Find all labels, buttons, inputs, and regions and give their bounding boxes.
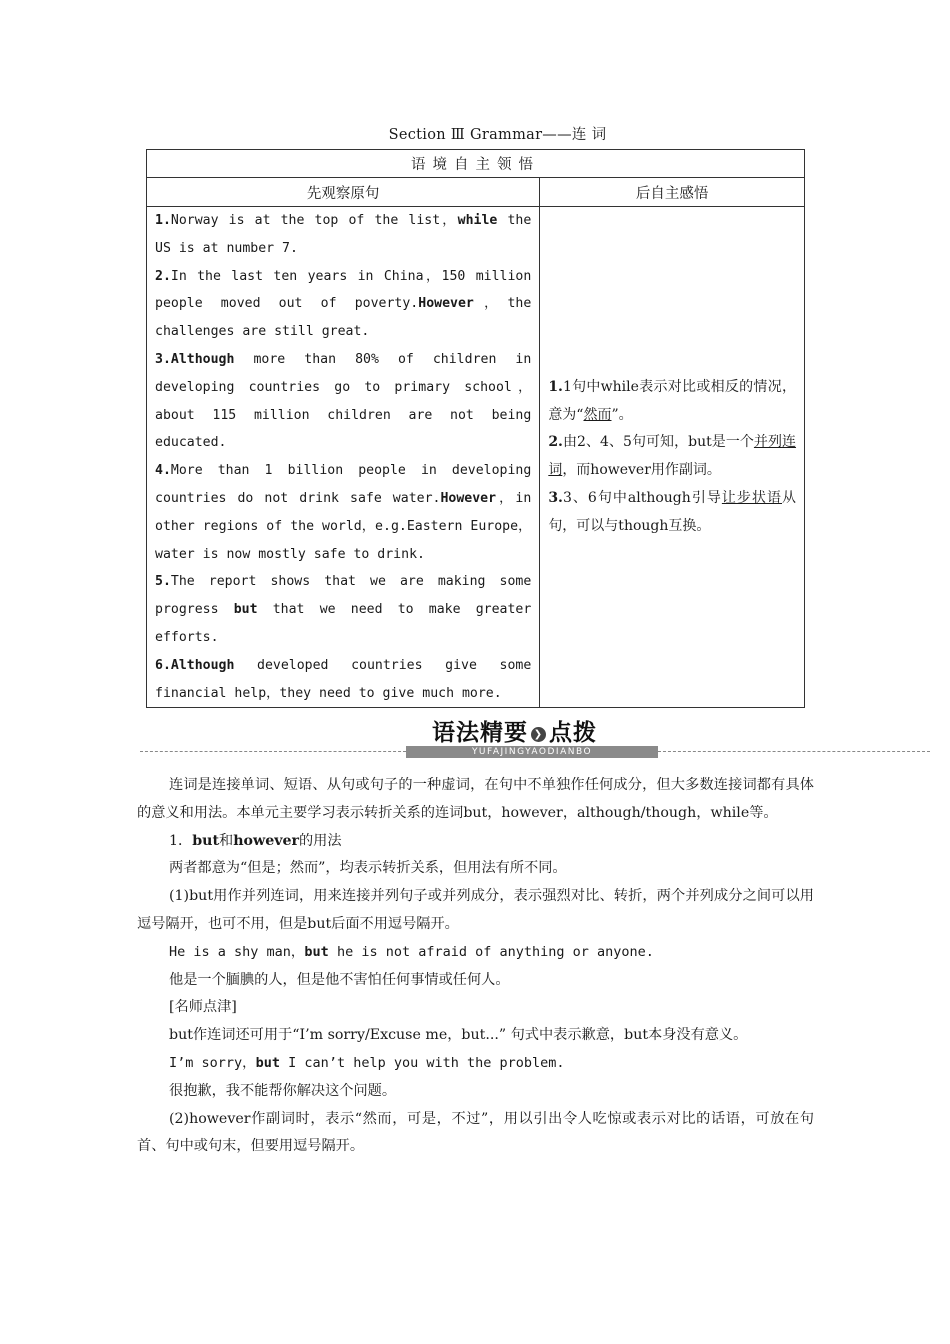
reflection-notes <box>540 207 805 708</box>
example-sentence: 5.The report shows that we are making some progress but that we need to make greater efforts. <box>155 574 532 645</box>
example-sentence: 4.More than 1 billion people in developing countries do not drink safe water.However，in other regions of the world，e.g.Eastern Europe，water is now mostly safe to drink. <box>155 463 532 562</box>
tip-label: [名师点津] <box>169 999 237 1016</box>
column-header-observe: 先观察原句 <box>147 178 540 207</box>
page-title: Section Ⅲ Grammar——连 词 <box>388 127 607 143</box>
example-sentences <box>147 207 540 708</box>
example-translation: 很抱歉，我不能帮你解决这个问题。 <box>169 1082 397 1099</box>
paragraph: (1)but用作并列连词，用来连接并列句子或并列成分，表示强烈对比、转折，两个并列成分之间可以用逗号隔开，也可不用，但是but后面不用逗号隔开。 <box>137 888 814 932</box>
example-sentence: 3.Although more than 80% of children in developing countries go to primary school，about 115 million children are not being educated. <box>155 351 532 451</box>
note-item: 1.1句中while表示对比或相反的情况，意为“然而”。 <box>548 378 796 423</box>
paragraph: 连词是连接单词、短语、从句或句子的一种虚词，在句中不单独作任何成分，但大多数连接词都有具体的意义和用法。本单元主要学习表示转折关系的连词but，however，although/though，while等。 <box>137 777 814 821</box>
table-header: 语境自主领悟 <box>147 150 805 178</box>
arrow-right-icon: ❯ <box>531 727 546 742</box>
example-english: He is a shy man，but he is not afraid of anything or anyone. <box>169 943 654 960</box>
grammar-explanation <box>137 772 814 1161</box>
example-english: I’m sorry，but I can’t help you with the problem. <box>169 1054 565 1071</box>
paragraph: (2)however作副词时，表示“然而，可是，不过”，用以引出令人吃惊或表示对比的话语，可放在句首、句中或句末，但要用逗号隔开。 <box>137 1110 814 1155</box>
note-item: 3.3、6句中although引导让步状语从句，可以与though互换。 <box>548 489 796 534</box>
example-sentence: 1.Norway is at the top of the list，while the US is at number 7. <box>155 213 532 256</box>
banner-pinyin: YUFAJINGYAODIANBO <box>406 746 658 758</box>
dashed-divider-right <box>658 751 930 752</box>
example-sentence: 6.Although developed countries give some financial help，they need to give much more. <box>155 657 532 701</box>
paragraph: but作连词还可用于“I’m sorry/Excuse me，but...” 句式中表示歉意，but本身没有意义。 <box>169 1027 748 1044</box>
subheading: 1．but和however的用法 <box>169 832 342 849</box>
context-table <box>146 149 805 708</box>
example-translation: 他是一个腼腆的人，但是他不害怕任何事情或任何人。 <box>169 971 510 988</box>
dashed-divider-left <box>140 751 406 752</box>
column-header-reflect: 后自主感悟 <box>540 178 805 207</box>
section-banner <box>140 710 930 766</box>
banner-heading: 语法精要 ❯ 点拨 <box>432 720 597 746</box>
example-sentence: 2.In the last ten years in China，150 million people moved out of poverty.However，the challenges are still great. <box>155 268 532 340</box>
note-item: 2.由2、4、5句可知，but是一个并列连词，而however用作副词。 <box>548 434 797 479</box>
paragraph: 两者都意为“但是；然而”，均表示转折关系，但用法有所不同。 <box>169 860 567 877</box>
